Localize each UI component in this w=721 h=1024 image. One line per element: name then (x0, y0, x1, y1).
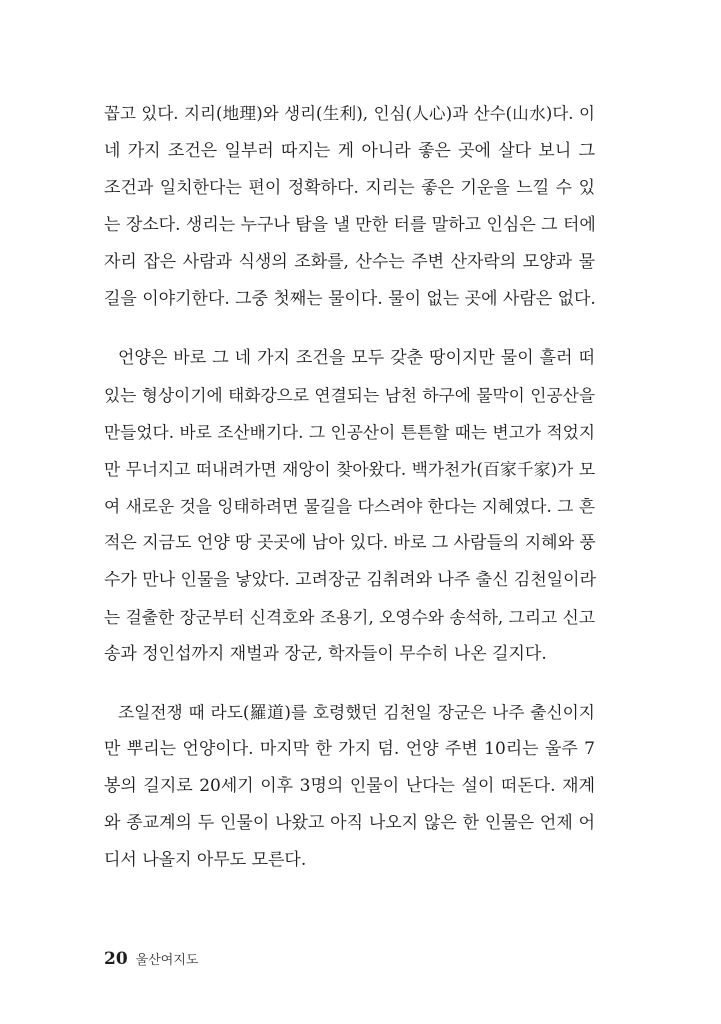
body-text-line: 네 가지 조건은 일부러 따지는 게 아니라 좋은 곳에 살다 보니 그 (104, 141, 595, 161)
body-text-line: 길을 이야기한다. 그중 첫째는 물이다. 물이 없는 곳에 사람은 없다. (104, 289, 596, 309)
page-footer (104, 947, 198, 971)
page-number: 20 (104, 949, 128, 969)
body-text-line: 봉의 길지로 20세기 이후 3명의 인물이 난다는 설이 떠돈다. 재계 (104, 776, 595, 796)
body-text-line: 있는 형상이기에 태화강으로 연결되는 남천 하구에 물막이 인공산을 (104, 385, 595, 405)
body-text-line: 여 새로운 것을 잉태하려면 물길을 다스려야 한다는 지혜였다. 그 흔 (104, 496, 595, 516)
body-text-line: 적은 지금도 언양 땅 곳곳에 남아 있다. 바로 그 사람들의 지혜와 풍 (104, 533, 596, 553)
running-title: 울산여지도 (135, 953, 199, 968)
body-text-line: 디서 나올지 아무도 모른다. (104, 850, 307, 870)
body-text-line: 조일전쟁 때 라도(羅道)를 호령했던 김천일 장군은 나주 출신이지 (118, 702, 595, 722)
body-text-line: 송과 정인섭까지 재벌과 장군, 학자들이 무수히 나온 길지다. (104, 644, 547, 664)
body-text-line: 언양은 바로 그 네 가지 조건을 모두 갖춘 땅이지만 물이 흘러 떠 (118, 348, 595, 368)
body-text-line: 만 무너지고 떠내려가면 재앙이 찾아왔다. 백가천가(百家千家)가 모 (104, 459, 595, 479)
body-text-line: 는 걸출한 장군부터 신격호와 조용기, 오영수와 송석하, 그리고 신고 (104, 607, 595, 627)
body-text-line: 조건과 일치한다는 편이 정확하다. 지리는 좋은 기운을 느낄 수 있 (104, 178, 595, 198)
body-text-line: 자리 잡은 사람과 식생의 조화를, 산수는 주변 산자락의 모양과 물 (104, 252, 595, 272)
body-text-line: 수가 만나 인물을 낳았다. 고려장군 김취려와 나주 출신 김천일이라 (104, 570, 597, 590)
body-text-line: 만 뿌리는 언양이다. 마지막 한 가지 덤. 언양 주변 10리는 울주 7 (104, 739, 595, 759)
body-text-line: 는 장소다. 생리는 누구나 탐을 낼 만한 터를 말하고 인심은 그 터에 (104, 215, 596, 235)
body-text-line: 와 종교계의 두 인물이 나왔고 아직 나오지 않은 한 인물은 언제 어 (104, 813, 595, 833)
body-text-line: 꼽고 있다. 지리(地理)와 생리(生利), 인심(人心)과 산수(山水)다. 이 (104, 104, 595, 123)
body-text-line: 만들었다. 바로 조산배기다. 그 인공산이 튼튼할 때는 변고가 적었지 (104, 422, 595, 442)
